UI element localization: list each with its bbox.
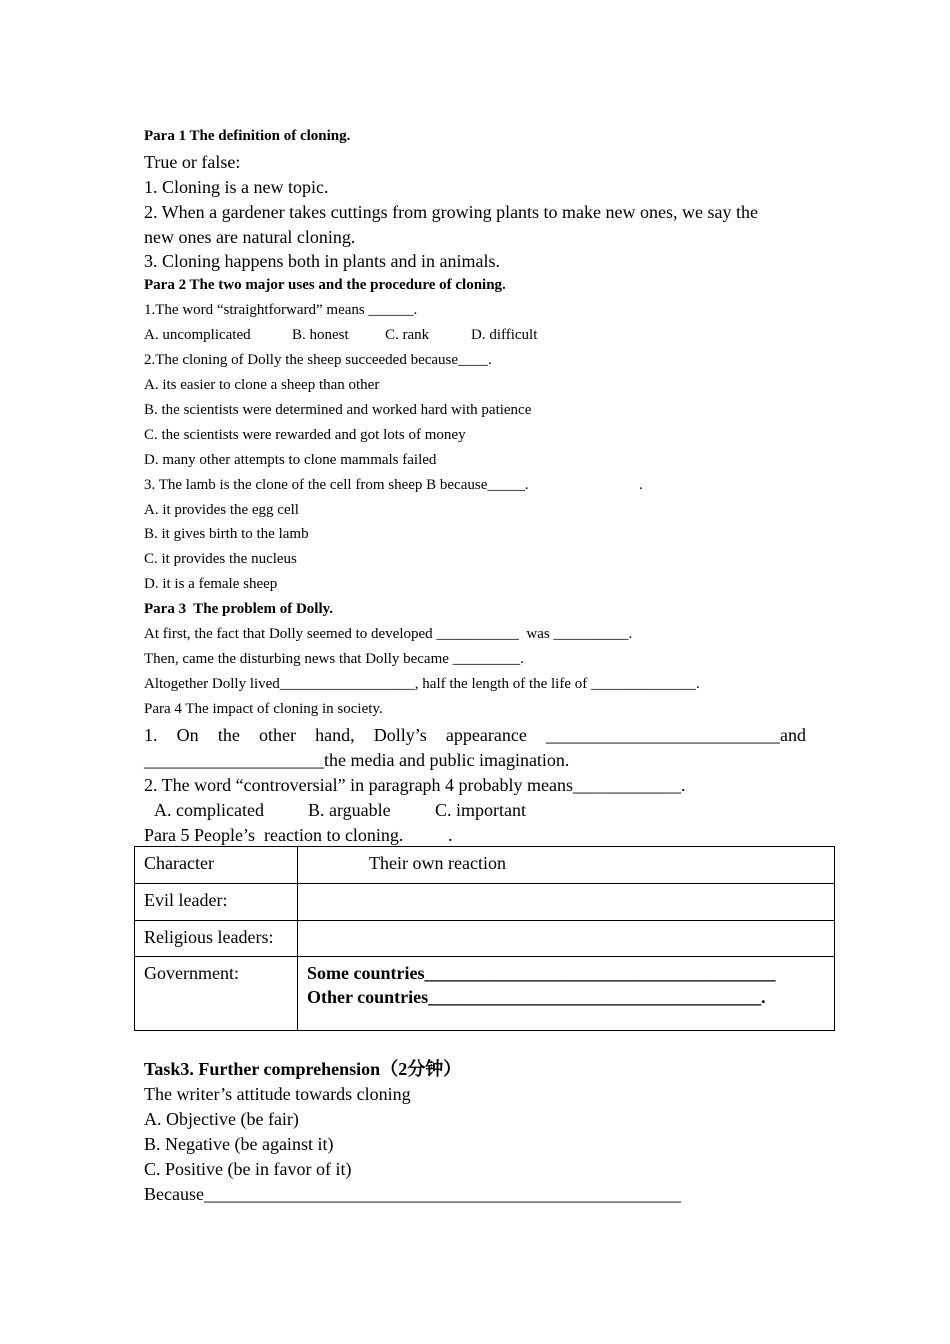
table-label-religious-leaders: Religious leaders: (135, 921, 298, 957)
para4-q2-option-c: C. important (435, 800, 526, 820)
para1-item-2: 2. When a gardener takes cuttings from growing plants to make new ones, we say the (144, 202, 758, 222)
para5-heading: Para 5 People’s reaction to cloning. (144, 825, 404, 845)
para2-q2-option-d: D. many other attempts to clone mammals failed (144, 452, 437, 468)
table-header-character: Character (135, 847, 298, 884)
table-value-government (298, 957, 835, 1031)
para2-q1-option-b: B. honest (292, 327, 349, 343)
para2-q2-option-b: B. the scientists were determined and worked hard with patience (144, 402, 532, 418)
para2-q3-stem: 3. The lamb is the clone of the cell from sheep B because_____. (144, 477, 529, 493)
para1-intro: True or false: (144, 152, 241, 172)
para2-q2-stem: 2.The cloning of Dolly the sheep succeeded because____. (144, 352, 492, 368)
para3-heading: Para 3 The problem of Dolly. (144, 601, 334, 617)
para3-line-2: Then, came the disturbing news that Dolly became _________. (144, 651, 524, 667)
para2-q3-dot: . (639, 477, 643, 493)
table-row (135, 957, 835, 1031)
task3-option-a: A. Objective (be fair) (144, 1109, 299, 1129)
para4-q1-line-2: ____________________the media and public imagination. (144, 750, 570, 770)
para4-q2-stem: 2. The word “controversial” in paragraph 4 probably means____________. (144, 775, 686, 795)
para4-q1-line-1: 1. On the other hand, Dolly’s appearance __________________________and (144, 725, 806, 745)
para2-q3-option-c: C. it provides the nucleus (144, 551, 297, 567)
para2-q3-option-d: D. it is a female sheep (144, 576, 278, 592)
para2-q1-stem: 1.The word “straightforward” means ______. (144, 302, 418, 318)
task3-option-b: B. Negative (be against it) (144, 1134, 334, 1154)
table-header-reaction: Their own reaction (298, 847, 835, 884)
government-other-countries: Other countries_____________________________________. (307, 987, 766, 1008)
para2-q3-option-a: A. it provides the egg cell (144, 502, 299, 518)
para2-q2-option-a: A. its easier to clone a sheep than other (144, 377, 380, 393)
task3-option-c: C. Positive (be in favor of it) (144, 1159, 352, 1179)
reaction-table (134, 846, 835, 1031)
government-some-countries: Some countries_______________________________________ (307, 963, 776, 983)
para4-q2-option-b: B. arguable (308, 800, 391, 820)
table-label-government: Government: (135, 957, 298, 1031)
para2-q1-option-c: C. rank (385, 327, 430, 343)
task3-heading: Task3. Further comprehension（2分钟） (144, 1059, 462, 1079)
table-value-religious-leaders (298, 921, 835, 957)
task3-because: Because_____________________________________________________ (144, 1184, 681, 1204)
para2-heading: Para 2 The two major uses and the procedure of cloning. (144, 277, 506, 293)
para2-q1-option-d: D. difficult (471, 327, 538, 343)
para1-item-2-cont: new ones are natural cloning. (144, 227, 356, 247)
para2-q3-option-b: B. it gives birth to the lamb (144, 526, 309, 542)
para2-q2-option-c: C. the scientists were rewarded and got lots of money (144, 427, 466, 443)
para3-line-3: Altogether Dolly lived__________________, half the length of the life of ______________. (144, 676, 700, 692)
table-row (135, 921, 835, 957)
para1-heading: Para 1 The definition of cloning. (144, 128, 351, 144)
task3-prompt: The writer’s attitude towards cloning (144, 1084, 411, 1104)
para4-heading: Para 4 The impact of cloning in society. (144, 701, 383, 717)
table-label-evil-leader: Evil leader: (135, 884, 298, 921)
para1-item-3: 3. Cloning happens both in plants and in animals. (144, 251, 500, 271)
para1-item-1: 1. Cloning is a new topic. (144, 177, 329, 197)
table-header-row (135, 847, 835, 884)
para3-line-1: At first, the fact that Dolly seemed to developed ___________ was __________. (144, 626, 633, 642)
table-row (135, 884, 835, 921)
para5-heading-dot: . (448, 825, 453, 845)
table-value-evil-leader (298, 884, 835, 921)
para2-q1-option-a: A. uncomplicated (144, 327, 251, 343)
para4-q2-option-a: A. complicated (154, 800, 264, 820)
